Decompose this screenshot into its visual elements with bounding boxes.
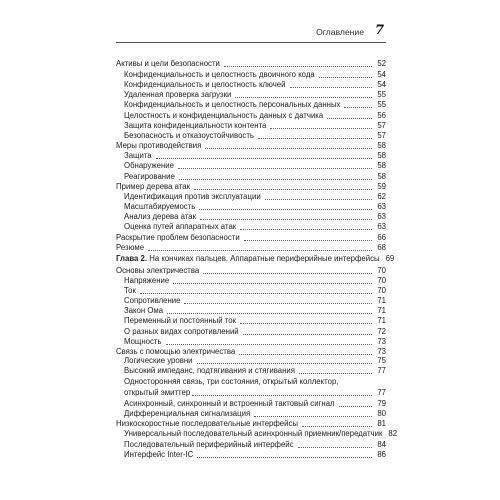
toc-entry-page: 57 (377, 121, 386, 130)
toc-entry[interactable] (124, 409, 386, 419)
toc-entry-label: Резюме (116, 243, 145, 252)
toc-entry-label: Масштабируемость (124, 202, 196, 211)
toc-leader-dots (140, 292, 372, 294)
toc-entry-page: 58 (377, 141, 386, 150)
toc-entry-page: 68 (377, 243, 386, 252)
toc-entry-page: 82 (388, 429, 398, 438)
toc-entry-page: 70 (377, 266, 386, 275)
toc-entry-label: Пример дерева атак (116, 182, 191, 191)
toc-entry[interactable] (124, 399, 386, 409)
toc-entry-page: 73 (377, 347, 386, 356)
toc-entry[interactable] (124, 327, 386, 337)
toc-entry-label-line1: Односторонняя связь, три состояния, открытый коллектор, (124, 377, 339, 386)
toc-entry[interactable] (124, 192, 386, 202)
toc-entry-page: 86 (377, 450, 386, 459)
toc-entry[interactable] (124, 212, 386, 222)
toc-entry[interactable] (124, 70, 386, 80)
toc-entry-label: Мощность (124, 337, 162, 346)
toc-entry-page: 72 (377, 327, 386, 336)
toc-entry-page: 77 (377, 387, 386, 397)
toc-leader-dots (270, 127, 372, 129)
toc-leader-dots (192, 395, 372, 396)
toc-entry[interactable] (116, 141, 386, 151)
toc-entry[interactable] (124, 366, 386, 376)
toc-leader-dots (319, 76, 372, 78)
toc-leader-dots (290, 86, 373, 88)
toc-entry[interactable] (124, 286, 386, 296)
toc-leader-dots (224, 65, 372, 67)
toc-entry[interactable] (124, 296, 386, 306)
toc-entry-page: 54 (377, 70, 386, 79)
toc-entry-label: Асинхронный, синхронный и встроенный тактовый сигнал (124, 399, 335, 408)
toc-entry-label: Высокий импеданс, подтягивания и стягивания (124, 366, 295, 375)
toc-entry-label: Безопасность и отказоустойчивость (124, 131, 254, 140)
toc-leader-dots (344, 106, 372, 108)
toc-entry[interactable] (124, 377, 386, 398)
toc-leader-dots (178, 167, 372, 169)
toc-entry-label: Основы электричества (116, 266, 200, 275)
toc-entry-label (116, 254, 382, 264)
toc-entry-label: Универсальный последовательный асинхронный приемник/передатчик (124, 429, 383, 438)
toc-entry-label: Напряжение (124, 276, 170, 285)
toc-entry-label: Целостность и конфиденциальность данных с датчика (124, 111, 324, 120)
toc-entry-page: 80 (377, 409, 386, 418)
toc-entry-label: Идентификация против эксплуатации (124, 192, 261, 201)
toc-entry-label: Обнаружение (124, 161, 174, 170)
toc-entry-page: 71 (377, 316, 386, 325)
toc-entry[interactable] (124, 306, 386, 316)
toc-entry-line2 (124, 388, 386, 399)
toc-leader-dots (179, 178, 372, 180)
toc-entry-label: Активы и цели безопасности (116, 59, 220, 68)
toc-entry[interactable] (116, 266, 386, 276)
header-page-number: 7 (374, 23, 384, 38)
toc-entry-label: Оценка путей аппаратных атак (124, 222, 237, 231)
toc-entry-page: 58 (377, 172, 386, 181)
toc-entry-label: Интерфейс Inter-IC (124, 450, 194, 459)
toc-leader-dots (327, 117, 372, 119)
toc-leader-dots (148, 249, 372, 251)
toc-leader-dots (265, 198, 372, 200)
toc-entry-page: 63 (377, 202, 386, 211)
toc-leader-dots (205, 147, 372, 149)
toc-entry[interactable] (116, 59, 386, 69)
toc-entry-label: Защита конфиденциальности контента (124, 121, 267, 130)
toc-entry-page: 71 (377, 306, 386, 315)
toc-entry-page: 55 (377, 100, 386, 109)
toc-entry-label: Переменный и постоянный ток (124, 316, 237, 325)
toc-entry-label: открытый эмиттер (124, 387, 191, 397)
toc-entry[interactable] (124, 429, 398, 439)
toc-entry[interactable] (124, 161, 386, 171)
toc-entry[interactable] (124, 356, 386, 366)
header-title: Оглавление (316, 27, 364, 37)
toc-leader-dots (156, 157, 372, 159)
toc-entry-page: 63 (377, 212, 386, 221)
toc-entry-label: Сопротивление (124, 296, 181, 305)
toc-leader-dots (197, 456, 372, 458)
toc-leader-dots (302, 425, 372, 427)
toc-entry-label: Закон Ома (124, 306, 164, 315)
toc-leader-dots (166, 343, 372, 345)
toc-entry-page: 73 (377, 337, 386, 346)
toc-leader-dots (184, 302, 372, 304)
toc-entry[interactable] (116, 233, 386, 243)
toc-entry-page: 52 (377, 59, 386, 68)
toc-entry-label: Дифференциальная сигнализация (124, 409, 251, 418)
toc-entry-page: 55 (377, 90, 386, 99)
toc-entry-page: 63 (377, 222, 386, 231)
toc-leader-dots (243, 333, 372, 335)
toc-leader-dots (298, 446, 372, 448)
toc-entry[interactable] (124, 80, 386, 90)
toc-leader-dots (197, 362, 372, 364)
toc-leader-dots (200, 218, 372, 220)
toc-leader-dots (203, 272, 372, 274)
chapter-title: На кончиках пальцев. Аппаратные периферийные интерфейсы (147, 254, 380, 263)
running-header (116, 24, 386, 43)
toc-entry-label: Конфиденциальность и целостность персональных данных (124, 100, 341, 109)
toc-entry-page: 54 (377, 80, 386, 89)
toc-entry-page: 58 (377, 151, 386, 160)
toc-entry-page: 70 (377, 286, 386, 295)
toc-leader-dots (299, 372, 372, 374)
toc-entry[interactable] (124, 202, 386, 212)
toc-entry[interactable] (124, 131, 386, 141)
toc-entry[interactable] (116, 182, 386, 192)
toc-entry[interactable] (124, 121, 386, 131)
toc-entry[interactable] (124, 337, 386, 347)
toc-entry-page: 66 (377, 233, 386, 242)
toc-entry-page: 70 (377, 276, 386, 285)
toc-entry[interactable] (116, 243, 386, 253)
toc-entry-label: Последовательный периферийный интерфейс (124, 440, 294, 449)
toc-entry-label: Реагирование (124, 172, 175, 181)
toc-leader-dots (240, 228, 372, 230)
toc-entry[interactable] (124, 316, 386, 326)
chapter-number: Глава 2. (116, 254, 148, 263)
toc-entry-page: 62 (377, 192, 386, 201)
toc-entry[interactable] (124, 100, 386, 110)
toc-entry[interactable] (124, 276, 386, 286)
toc-leader-dots (244, 239, 372, 241)
toc-entry-page: 79 (377, 399, 386, 408)
toc-leader-dots (199, 208, 372, 210)
toc-entry[interactable] (124, 111, 386, 121)
toc-entry-page: 84 (377, 440, 386, 449)
toc-leader-dots (240, 322, 372, 324)
toc-entry[interactable] (124, 90, 386, 100)
toc-entry-page: 59 (377, 182, 386, 191)
toc-entry[interactable] (124, 172, 386, 182)
toc-entry-label: Удаленная проверка загрузки (124, 90, 232, 99)
toc-entry-label: Низкоскоростные последовательные интерфейсы (116, 419, 298, 428)
toc-entry-label: Конфиденциальность и целостность двоичного кода (124, 70, 315, 79)
toc-leader-dots (339, 405, 372, 407)
toc-entry-label: Раскрытие проблем безопасности (116, 233, 240, 242)
toc-entry-label: Ток (124, 286, 136, 295)
toc-entry-page: 77 (377, 366, 386, 375)
toc-leader-dots (173, 282, 372, 284)
toc-leader-dots (167, 312, 372, 314)
toc-entry-label: О разных видах сопротивлений (124, 327, 239, 336)
toc-entry-page: 57 (377, 131, 386, 140)
toc-chapter-entry[interactable] (116, 254, 395, 264)
toc-leader-dots (254, 415, 372, 417)
toc-leader-dots (239, 353, 372, 355)
toc-entry[interactable] (124, 450, 386, 460)
toc-entry-label: Логические уровни (124, 356, 193, 365)
toc-entry[interactable] (124, 222, 386, 232)
toc-entry-label: Анализ дерева атак (124, 212, 196, 221)
toc-entry-label: Меры противодействия (116, 141, 202, 150)
toc-entry-page: 58 (377, 161, 386, 170)
toc-entry[interactable] (116, 419, 386, 429)
toc-entry-page: 69 (385, 254, 395, 263)
toc-entry[interactable] (124, 440, 386, 450)
toc-entry-label: Конфиденциальность и целостность ключей (124, 80, 286, 89)
toc-leader-dots (235, 96, 372, 98)
toc-leader-dots (258, 137, 372, 139)
toc-entry-page: 81 (377, 419, 386, 428)
toc-entry-label: Защита (124, 151, 152, 160)
toc-leader-dots (194, 188, 372, 190)
toc-entry-page: 56 (377, 111, 386, 120)
toc-entry-page: 75 (377, 356, 386, 365)
toc-entry[interactable] (124, 151, 386, 161)
toc-entry-page: 71 (377, 296, 386, 305)
toc-entry-label: Связь с помощью электричества (116, 347, 236, 356)
